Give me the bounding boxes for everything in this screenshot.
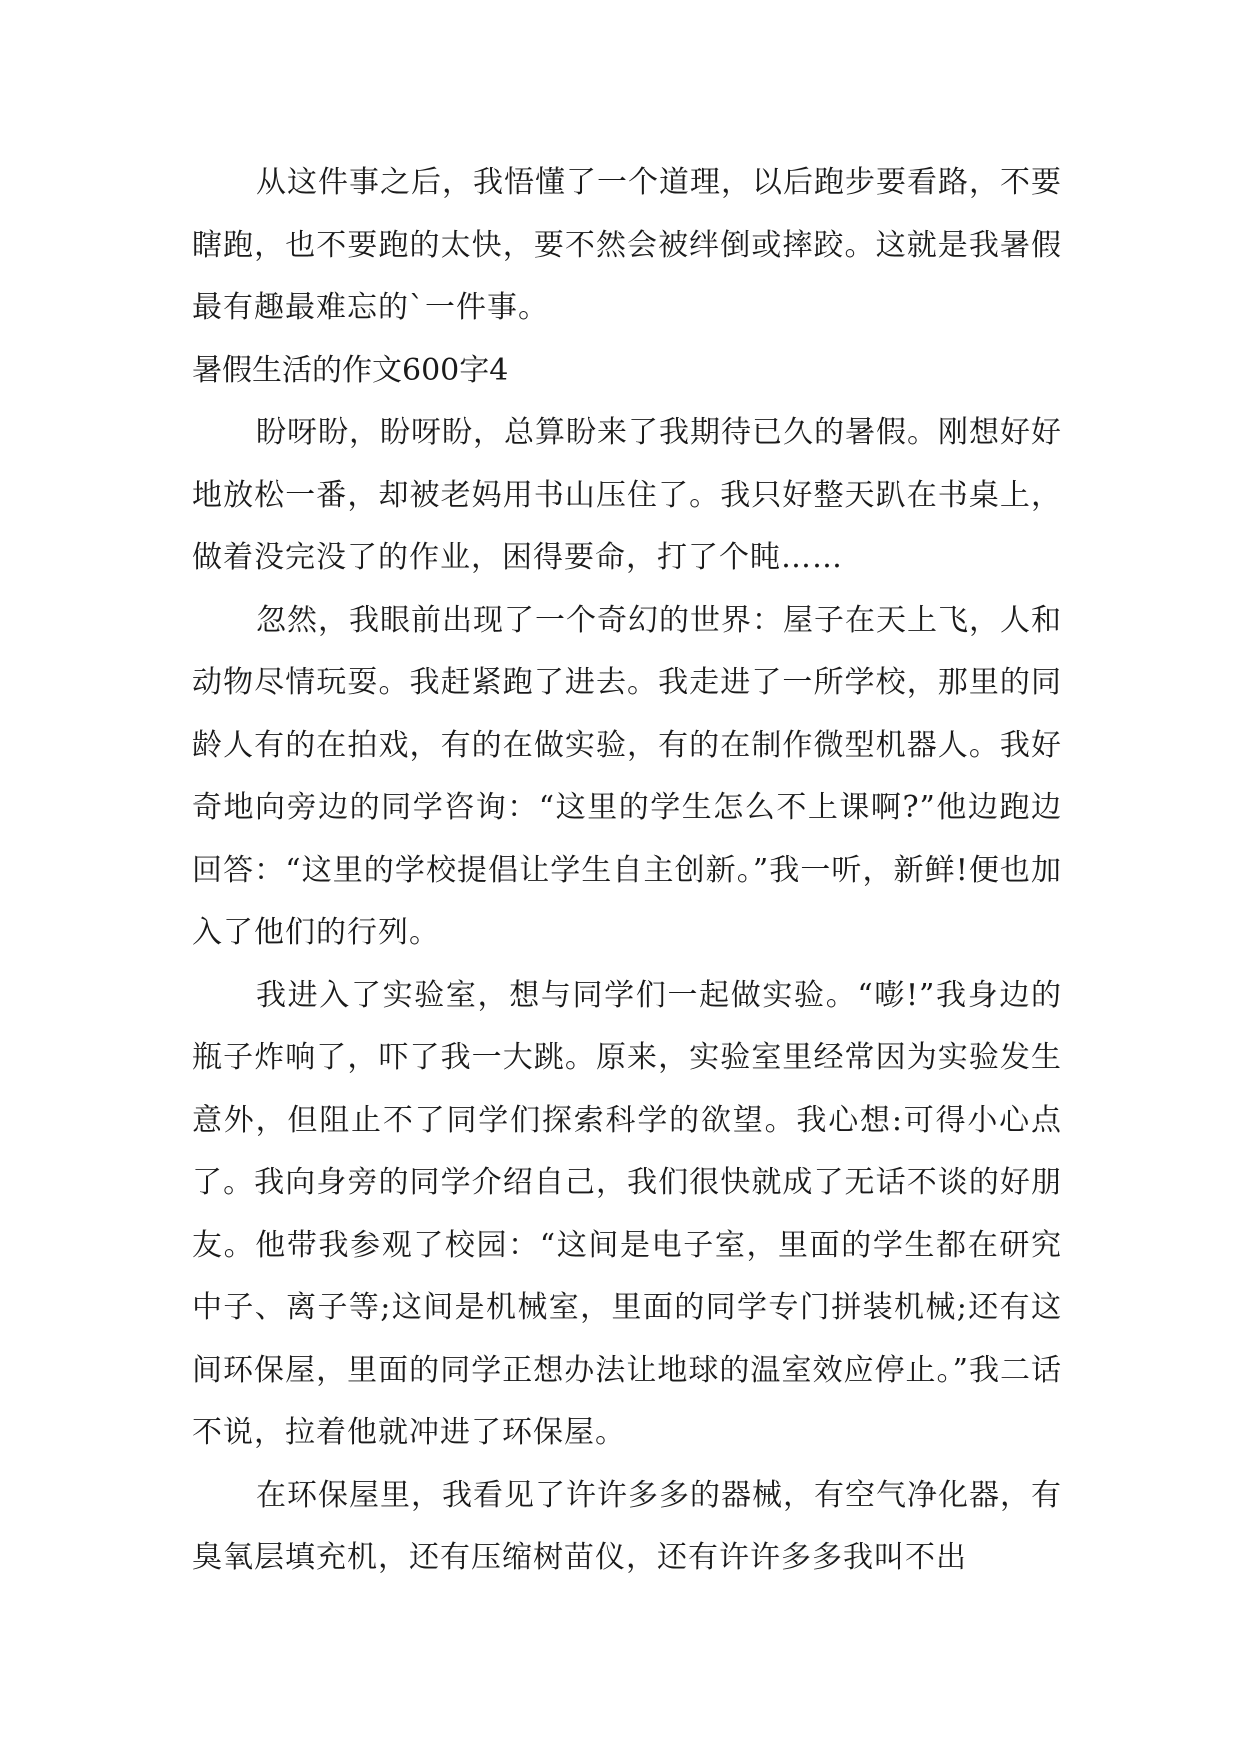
paragraph: 从这件事之后，我悟懂了一个道理，以后跑步要看路，不要瞎跑，也不要跑的太快，要不然会被绊倒或摔跤。这就是我暑假最有趣最难忘的`一件事。: [192, 165, 1062, 325]
paragraph: 在环保屋里，我看见了许许多多的器械，有空气净化器，有臭氧层填充机，还有压缩树苗仪，还有许许多多我叫不出: [192, 1477, 1062, 1575]
document-body: [192, 152, 1062, 1590]
paragraph: 我进入了实验室，想与同学们一起做实验。“嘭!”我身边的瓶子炸响了，吓了我一大跳。原来，实验室里经常因为实验发生意外，但阻止不了同学们探索科学的欲望。我心想:可得小心点了。我向身旁的同学介绍自己，我们很快就成了无话不谈的好朋友。他带我参观了校园：“这间是电子室，里面的学生都在研究中子、离子等;这间是机械室，里面的同学专门拼装机械;还有这间环保屋，里面的同学正想办法让地球的温室效应停止。”我二话不说，拉着他就冲进了环保屋。: [192, 977, 1062, 1450]
section-heading: 暑假生活的作文600字4: [192, 352, 509, 388]
paragraph: 盼呀盼，盼呀盼，总算盼来了我期待已久的暑假。刚想好好地放松一番，却被老妈用书山压住了。我只好整天趴在书桌上，做着没完没了的作业，困得要命，打了个盹……: [192, 415, 1062, 575]
paragraph: 忽然，我眼前出现了一个奇幻的世界：屋子在天上飞，人和动物尽情玩耍。我赶紧跑了进去。我走进了一所学校，那里的同龄人有的在拍戏，有的在做实验，有的在制作微型机器人。我好奇地向旁边的同学咨询：“这里的学生怎么不上课啊?”他边跑边回答：“这里的学校提倡让学生自主创新。”我一听，新鲜!便也加入了他们的行列。: [192, 602, 1062, 950]
